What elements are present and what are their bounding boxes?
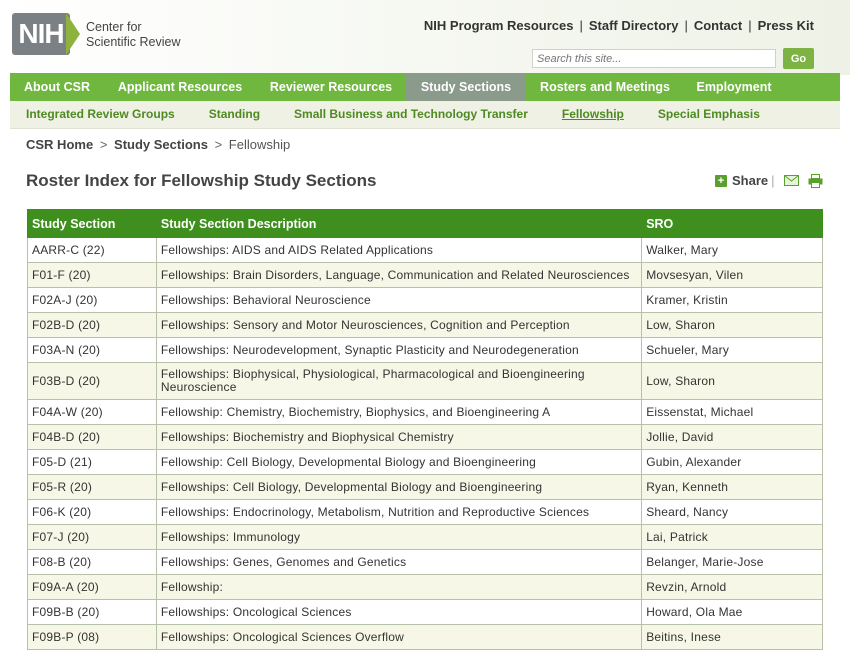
org-name[interactable] xyxy=(86,20,180,50)
study-section-description: Fellowship: xyxy=(156,575,641,600)
study-section-link[interactable]: F03A-N (20) xyxy=(28,338,157,363)
table-row xyxy=(28,600,823,625)
nav-applicant-resources[interactable]: Applicant Resources xyxy=(117,80,243,94)
study-section-link[interactable]: F08-B (20) xyxy=(28,550,157,575)
table-header-row xyxy=(28,210,823,238)
subnav-small-business[interactable]: Small Business and Technology Transfer xyxy=(294,107,528,121)
table-row xyxy=(28,400,823,425)
subnav-integrated-review-groups[interactable]: Integrated Review Groups xyxy=(26,107,175,121)
sro-name: Low, Sharon xyxy=(642,363,823,400)
sro-name: Eissenstat, Michael xyxy=(642,400,823,425)
study-section-description: Fellowship: Cell Biology, Developmental Biology and Bioengineering xyxy=(156,450,641,475)
sro-name: Schueler, Mary xyxy=(642,338,823,363)
table-row xyxy=(28,450,823,475)
study-section-link[interactable]: F02A-J (20) xyxy=(28,288,157,313)
search-input[interactable] xyxy=(532,49,776,68)
sro-name: Low, Sharon xyxy=(642,313,823,338)
link-press-kit[interactable]: Press Kit xyxy=(757,18,814,33)
study-section-link[interactable]: F04B-D (20) xyxy=(28,425,157,450)
study-section-link[interactable]: F09A-A (20) xyxy=(28,575,157,600)
study-section-link[interactable]: F09B-P (08) xyxy=(28,625,157,650)
separator: | xyxy=(684,18,688,33)
link-staff-directory[interactable]: Staff Directory xyxy=(588,18,679,33)
study-section-description: Fellowships: Biochemistry and Biophysical Chemistry xyxy=(156,425,641,450)
study-section-description: Fellowships: Cell Biology, Developmental Biology and Bioengineering xyxy=(156,475,641,500)
sro-name: Howard, Ola Mae xyxy=(642,600,823,625)
table-row xyxy=(28,263,823,288)
logo-chevron-icon xyxy=(66,13,80,55)
breadcrumb-separator: > xyxy=(214,137,223,152)
table-row xyxy=(28,625,823,650)
breadcrumb-home[interactable]: CSR Home xyxy=(26,137,94,152)
separator: | xyxy=(579,18,583,33)
study-section-description: Fellowships: Genes, Genomes and Genetics xyxy=(156,550,641,575)
main-nav xyxy=(10,73,840,101)
org-name-line2: Scientific Review xyxy=(86,35,181,49)
table-row xyxy=(28,475,823,500)
sro-name: Beitins, Inese xyxy=(642,625,823,650)
table-row xyxy=(28,500,823,525)
study-section-description: Fellowships: Immunology xyxy=(156,525,641,550)
page-title: Roster Index for Fellowship Study Sections xyxy=(26,171,377,190)
nav-about-csr[interactable]: About CSR xyxy=(24,80,90,94)
study-section-description: Fellowships: Endocrinology, Metabolism, Nutrition and Reproductive Sciences xyxy=(156,500,641,525)
study-section-description: Fellowships: Sensory and Motor Neurosciences, Cognition and Perception xyxy=(156,313,641,338)
breadcrumb-study-sections[interactable]: Study Sections xyxy=(114,137,208,152)
share-bar xyxy=(715,173,823,188)
study-section-description: Fellowships: Behavioral Neuroscience xyxy=(156,288,641,313)
link-contact[interactable]: Contact xyxy=(693,18,743,33)
study-section-description: Fellowships: Biophysical, Physiological, Pharmacological and Bioengineering Neuroscience xyxy=(156,363,641,400)
share-separator: | xyxy=(771,173,775,188)
study-section-description: Fellowships: AIDS and AIDS Related Applications xyxy=(156,238,641,263)
table-row xyxy=(28,363,823,400)
study-section-description: Fellowships: Oncological Sciences xyxy=(156,600,641,625)
share-button[interactable]: Share xyxy=(732,173,769,188)
study-section-link[interactable]: F04A-W (20) xyxy=(28,400,157,425)
study-section-link[interactable]: F02B-D (20) xyxy=(28,313,157,338)
breadcrumb-current: Fellowship xyxy=(228,137,291,152)
sro-name: Walker, Mary xyxy=(642,238,823,263)
header-description[interactable]: Study Section Description xyxy=(156,210,641,238)
table-row xyxy=(28,238,823,263)
study-section-link[interactable]: F06-K (20) xyxy=(28,500,157,525)
utility-links xyxy=(424,18,814,33)
table-row xyxy=(28,313,823,338)
sro-name: Revzin, Arnold xyxy=(642,575,823,600)
study-section-link[interactable]: F05-D (21) xyxy=(28,450,157,475)
sro-name: Movsesyan, Vilen xyxy=(642,263,823,288)
study-section-description: Fellowships: Brain Disorders, Language, Communication and Related Neurosciences xyxy=(156,263,641,288)
table-row xyxy=(28,575,823,600)
table-row xyxy=(28,525,823,550)
sro-name: Sheard, Nancy xyxy=(642,500,823,525)
share-plus-icon[interactable]: + xyxy=(715,175,727,187)
search-button[interactable]: Go xyxy=(783,48,814,69)
study-section-link[interactable]: F05-R (20) xyxy=(28,475,157,500)
study-section-description: Fellowships: Oncological Sciences Overflow xyxy=(156,625,641,650)
sub-nav xyxy=(10,101,840,129)
nav-rosters-and-meetings[interactable]: Rosters and Meetings xyxy=(540,80,670,94)
org-name-line1: Center for xyxy=(86,20,142,34)
sro-name: Ryan, Kenneth xyxy=(642,475,823,500)
sro-name: Kramer, Kristin xyxy=(642,288,823,313)
breadcrumb xyxy=(26,137,290,152)
study-section-link[interactable]: F09B-B (20) xyxy=(28,600,157,625)
header-sro[interactable]: SRO xyxy=(642,210,823,238)
nav-reviewer-resources[interactable]: Reviewer Resources xyxy=(269,80,393,94)
study-section-link[interactable]: F03B-D (20) xyxy=(28,363,157,400)
header-study-section[interactable]: Study Section xyxy=(28,210,157,238)
nav-employment[interactable]: Employment xyxy=(696,80,772,94)
link-nih-program-resources[interactable]: NIH Program Resources xyxy=(423,18,574,33)
nav-study-sections[interactable]: Study Sections xyxy=(406,73,526,101)
study-section-description: Fellowships: Neurodevelopment, Synaptic Plasticity and Neurodegeneration xyxy=(156,338,641,363)
subnav-standing[interactable]: Standing xyxy=(208,107,261,121)
subnav-fellowship[interactable]: Fellowship xyxy=(561,107,624,121)
separator: | xyxy=(748,18,752,33)
nih-logo[interactable]: NIH xyxy=(12,13,70,55)
sro-name: Gubin, Alexander xyxy=(642,450,823,475)
sro-name: Belanger, Marie-Jose xyxy=(642,550,823,575)
study-section-description: Fellowship: Chemistry, Biochemistry, Biophysics, and Bioengineering A xyxy=(156,400,641,425)
print-icon[interactable] xyxy=(808,174,823,188)
email-icon[interactable] xyxy=(784,175,799,186)
study-section-link[interactable]: AARR-C (22) xyxy=(28,238,157,263)
table-row xyxy=(28,338,823,363)
table-row xyxy=(28,550,823,575)
sro-name: Jollie, David xyxy=(642,425,823,450)
table-row xyxy=(28,288,823,313)
study-section-link[interactable]: F07-J (20) xyxy=(28,525,157,550)
table-row xyxy=(28,425,823,450)
roster-table xyxy=(27,209,823,650)
sro-name: Lai, Patrick xyxy=(642,525,823,550)
subnav-special-emphasis[interactable]: Special Emphasis xyxy=(657,107,760,121)
study-section-link[interactable]: F01-F (20) xyxy=(28,263,157,288)
breadcrumb-separator: > xyxy=(99,137,108,152)
